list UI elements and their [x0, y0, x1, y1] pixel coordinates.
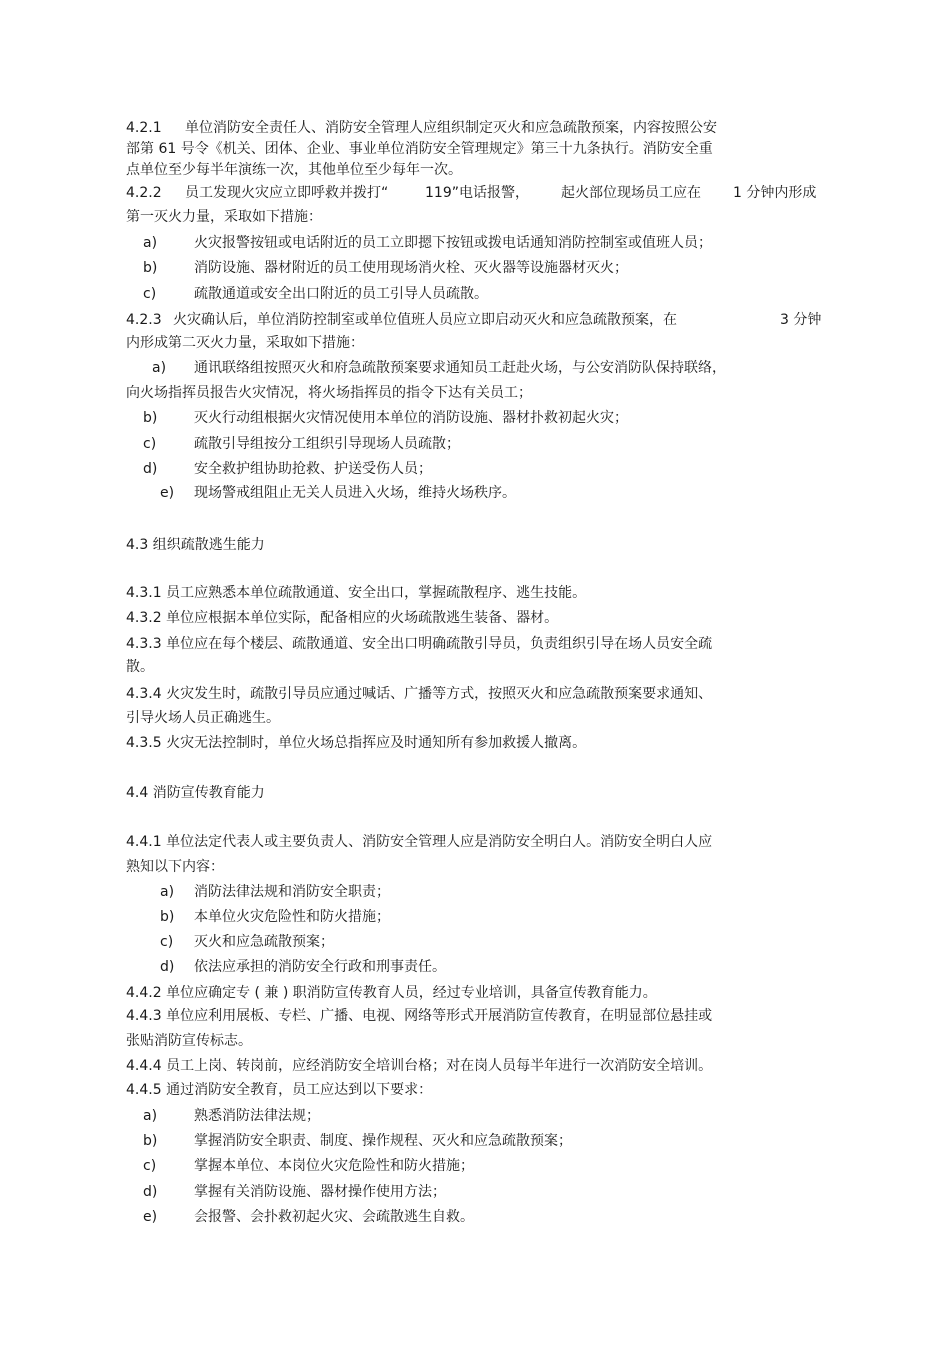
- list-item: 消防法律法规和消防安全职责；: [194, 884, 390, 900]
- list-item: 火灾报警按钮或电话附近的员工立即摁下按钮或拨电话通知消防控制室或值班人员；: [194, 235, 712, 251]
- list-key: b): [160, 909, 175, 925]
- list-key: a): [143, 1108, 158, 1124]
- list-key: c): [160, 934, 174, 950]
- list-item: 疏散引导组按分工组织引导现场人员疏散；: [194, 436, 460, 452]
- list-item: 本单位火灾危险性和防火措施；: [194, 909, 390, 925]
- list-item: 掌握消防安全职责、制度、操作规程、灭火和应急疏散预案；: [194, 1133, 572, 1149]
- para-4-4-1-line2: 熟知以下内容：: [126, 859, 224, 875]
- list-key: b): [143, 260, 158, 276]
- para-4-2-2-text-c: 起火部位现场员工应在: [561, 185, 701, 201]
- para-4-3-3-line1: 4.3.3 单位应在每个楼层、疏散通道、安全出口明确疏散引导员，负责组织引导在场人员安全疏: [126, 636, 713, 652]
- para-4-3-1: 4.3.1 员工应熟悉本单位疏散通道、安全出口，掌握疏散程序、逃生技能。: [126, 585, 587, 601]
- para-4-4-3-line1: 4.4.3 单位应利用展板、专栏、广播、电视、网络等形式开展消防宣传教育，在明显部位悬挂或: [126, 1008, 713, 1024]
- para-4-2-1-line2: 部第 61 号令《机关、团体、企业、事业单位消防安全管理规定》第三十九条执行。消防安全重: [126, 141, 713, 157]
- list-key: c): [143, 436, 157, 452]
- list-item: 疏散通道或安全出口附近的员工引导人员疏散。: [194, 286, 488, 302]
- para-4-2-2-text-a: 员工发现火灾应立即呼救并拨打“: [185, 185, 389, 201]
- list-key: c): [143, 286, 157, 302]
- para-4-2-2-line2: 第一灭火力量，采取如下措施：: [126, 209, 322, 225]
- para-4-2-3-text-b: 3 分钟: [780, 312, 822, 328]
- list-item: 安全救护组协助抢救、护送受伤人员；: [194, 461, 432, 477]
- list-item: 消防设施、器材附近的员工使用现场消火栓、灭火器等设施器材灭火；: [194, 260, 628, 276]
- list-key: d): [143, 461, 158, 477]
- list-item: 掌握有关消防设施、器材操作使用方法；: [194, 1184, 446, 1200]
- list-key: a): [143, 235, 158, 251]
- list-key: b): [143, 1133, 158, 1149]
- para-4-4-1-line1: 4.4.1 单位法定代表人或主要负责人、消防安全管理人应是消防安全明白人。消防安全明白人应: [126, 834, 713, 850]
- list-key: d): [160, 959, 175, 975]
- para-4-2-3-line2: 内形成第二灭火力量，采取如下措施：: [126, 335, 364, 351]
- list-item: 会报警、会扑救初起火灾、会疏散逃生自救。: [194, 1209, 474, 1225]
- list-key: e): [160, 485, 175, 501]
- list-key: a): [152, 360, 167, 376]
- para-4-2-2-text-d: 1 分钟内形成: [733, 185, 817, 201]
- para-4-4-5: 4.4.5 通过消防安全教育，员工应达到以下要求：: [126, 1082, 433, 1098]
- para-4-3-3-line2: 散。: [126, 659, 154, 675]
- list-key: d): [143, 1184, 158, 1200]
- list-item: 灭火和应急疏散预案；: [194, 934, 334, 950]
- para-4-2-1-number: 4.2.1: [126, 120, 162, 136]
- list-item: 熟悉消防法律法规；: [194, 1108, 320, 1124]
- para-4-3-4-line1: 4.3.4 火灾发生时，疏散引导员应通过喊话、广播等方式，按照灭火和应急疏散预案要求通知、: [126, 686, 713, 702]
- list-item: 通讯联络组按照灭火和府急疏散预案要求通知员工赶赴火场，与公安消防队保持联络，: [194, 360, 726, 376]
- para-4-2-1-line1: 单位消防安全责任人、消防安全管理人应组织制定灭火和应急疏散预案，内容按照公安: [185, 120, 717, 136]
- list-item: 掌握本单位、本岗位火灾危险性和防火措施；: [194, 1158, 474, 1174]
- list-key: a): [160, 884, 175, 900]
- list-item: 灭火行动组根据火灾情况使用本单位的消防设施、器材扑救初起火灾；: [194, 410, 628, 426]
- para-4-2-3-text-a: 火灾确认后，单位消防控制室或单位值班人员应立即启动灭火和应急疏散预案，在: [173, 312, 677, 328]
- para-4-4-2: 4.4.2 单位应确定专 ( 兼 ) 职消防宣传教育人员，经过专业培训，具备宣传教育能力。: [126, 985, 657, 1001]
- para-4-2-2-text-b: 119”电话报警，: [425, 185, 529, 201]
- para-4-2-1-line3: 点单位至少每半年演练一次，其他单位至少每年一次。: [126, 162, 462, 178]
- list-item: 依法应承担的消防安全行政和刑事责任。: [194, 959, 446, 975]
- para-4-4-4: 4.4.4 员工上岗、转岗前，应经消防安全培训台格；对在岗人员每半年进行一次消防安全培训。: [126, 1058, 713, 1074]
- section-heading-4-3: 4.3 组织疏散逃生能力: [126, 537, 265, 553]
- section-heading-4-4: 4.4 消防宣传教育能力: [126, 785, 265, 801]
- list-item: 现场警戒组阻止无关人员进入火场，维持火场秩序。: [194, 485, 516, 501]
- list-key: c): [143, 1158, 157, 1174]
- para-4-3-4-line2: 引导火场人员正确逃生。: [126, 710, 280, 726]
- para-4-4-3-line2: 张贴消防宣传标志。: [126, 1033, 252, 1049]
- para-4-2-3-number: 4.2.3: [126, 312, 162, 328]
- para-4-3-2: 4.3.2 单位应根据本单位实际，配备相应的火场疏散逃生装备、器材。: [126, 610, 559, 626]
- list-item-continuation: 向火场指挥员报告火灾情况，将火场指挥员的指令下达有关员工；: [126, 385, 532, 401]
- para-4-2-2-number: 4.2.2: [126, 185, 162, 201]
- list-key: e): [143, 1209, 158, 1225]
- para-4-3-5: 4.3.5 火灾无法控制时，单位火场总指挥应及时通知所有参加救援人撤离。: [126, 735, 587, 751]
- list-key: b): [143, 410, 158, 426]
